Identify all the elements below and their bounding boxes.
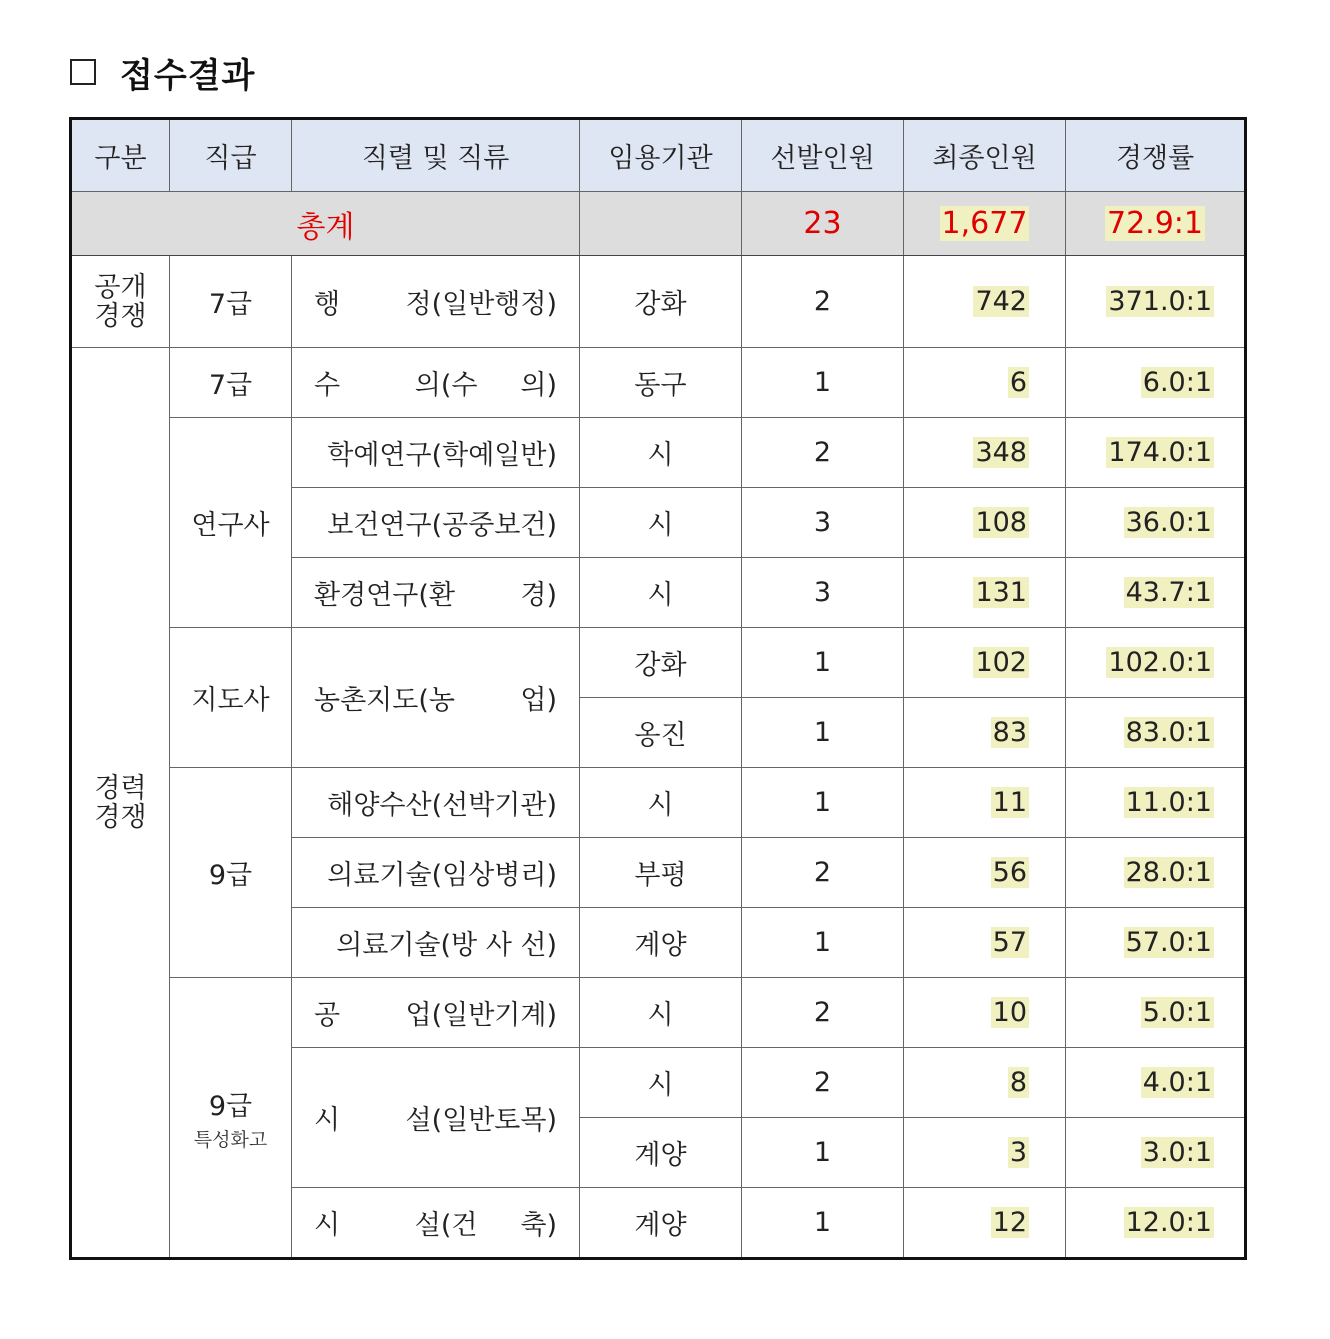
rate-value: 5.0:1 <box>1142 997 1212 1028</box>
selected-cell: 3 <box>742 488 904 558</box>
agency-cell: 시 <box>580 1048 742 1118</box>
rate-value: 36.0:1 <box>1125 507 1212 538</box>
job-right: 학예연구(학예일반) <box>327 440 557 471</box>
agency-cell: 시 <box>580 768 742 838</box>
job-cell <box>292 908 580 978</box>
table-row <box>71 418 1246 488</box>
final-cell <box>904 256 1066 348</box>
agency-cell: 강화 <box>580 628 742 698</box>
rate-value: 102.0:1 <box>1108 647 1212 678</box>
job-cell <box>292 488 580 558</box>
selected-cell: 2 <box>742 978 904 1048</box>
group-career-cell <box>71 348 170 1259</box>
total-final: 1,677 <box>941 206 1028 241</box>
job-right: 의(수 의) <box>414 370 557 401</box>
job-cell <box>292 418 580 488</box>
job-left: 수 <box>314 370 341 401</box>
rate-value: 371.0:1 <box>1108 286 1212 317</box>
total-label-cell <box>71 192 580 256</box>
final-value: 10 <box>992 997 1027 1028</box>
total-selected-cell <box>742 192 904 256</box>
group-open-line-1: 공개 <box>94 271 147 303</box>
final-cell <box>904 1188 1066 1259</box>
final-value: 8 <box>1009 1067 1027 1098</box>
final-cell <box>904 418 1066 488</box>
table-row <box>71 628 1246 698</box>
agency-cell: 시 <box>580 488 742 558</box>
final-value: 3 <box>1009 1137 1027 1168</box>
rate-cell <box>1066 348 1246 418</box>
final-value: 131 <box>975 577 1027 608</box>
agency-cell: 강화 <box>580 256 742 348</box>
job-right: 업(일반기계) <box>405 1000 557 1031</box>
job-cell <box>292 1188 580 1259</box>
agency-cell: 계양 <box>580 1118 742 1188</box>
grade-cell <box>170 978 292 1259</box>
header-job-series: 직렬 및 직류 <box>292 119 580 192</box>
rate-value: 28.0:1 <box>1125 857 1212 888</box>
agency-cell: 부평 <box>580 838 742 908</box>
selected-cell: 1 <box>742 768 904 838</box>
rate-cell <box>1066 978 1246 1048</box>
job-left: 환경연구(환 <box>314 580 455 611</box>
final-cell <box>904 1118 1066 1188</box>
agency-cell: 계양 <box>580 908 742 978</box>
table-row <box>71 256 1246 348</box>
final-cell <box>904 768 1066 838</box>
final-value: 11 <box>992 787 1027 818</box>
total-rate: 72.9:1 <box>1107 206 1203 241</box>
final-cell <box>904 698 1066 768</box>
job-cell <box>292 256 580 348</box>
rate-cell <box>1066 558 1246 628</box>
table-row <box>71 978 1246 1048</box>
agency-cell: 시 <box>580 978 742 1048</box>
final-value: 56 <box>992 857 1027 888</box>
final-cell <box>904 838 1066 908</box>
header-agency: 임용기관 <box>580 119 742 192</box>
job-right: 해양수산(선박기관) <box>327 790 557 821</box>
final-cell <box>904 558 1066 628</box>
rate-value: 3.0:1 <box>1142 1137 1212 1168</box>
rate-value: 12.0:1 <box>1125 1207 1212 1238</box>
job-right: 업) <box>520 685 557 716</box>
rate-cell <box>1066 1118 1246 1188</box>
results-table <box>69 117 1247 1260</box>
job-cell <box>292 348 580 418</box>
rate-cell <box>1066 768 1246 838</box>
rate-cell <box>1066 418 1246 488</box>
grade-cell: 7급 <box>170 256 292 348</box>
table-row <box>71 768 1246 838</box>
final-cell <box>904 908 1066 978</box>
selected-cell: 2 <box>742 1048 904 1118</box>
final-value: 102 <box>975 647 1027 678</box>
rate-value: 174.0:1 <box>1108 437 1212 468</box>
grade-cell: 지도사 <box>170 628 292 768</box>
final-value: 108 <box>975 507 1027 538</box>
checkbox-square-icon <box>70 59 96 85</box>
job-cell <box>292 768 580 838</box>
total-final-cell <box>904 192 1066 256</box>
job-right: 보건연구(공중보건) <box>327 510 557 541</box>
section-title: 접수결과 <box>120 55 256 96</box>
job-right: 의료기술(방 사 선) <box>336 930 557 961</box>
final-cell <box>904 348 1066 418</box>
rate-value: 4.0:1 <box>1142 1067 1212 1098</box>
job-cell <box>292 628 580 768</box>
section-heading <box>70 50 255 94</box>
final-cell <box>904 628 1066 698</box>
selected-cell: 1 <box>742 908 904 978</box>
final-value: 6 <box>1009 367 1027 398</box>
grade-cell: 9급 <box>170 768 292 978</box>
table-row <box>71 348 1246 418</box>
job-cell <box>292 838 580 908</box>
grade-cell: 연구사 <box>170 418 292 628</box>
group-open-label <box>72 273 169 331</box>
total-row <box>71 192 1246 256</box>
rate-value: 83.0:1 <box>1125 717 1212 748</box>
selected-cell: 1 <box>742 628 904 698</box>
total-label: 총계 <box>296 209 355 245</box>
job-right: 정(일반행정) <box>405 289 557 320</box>
selected-cell: 1 <box>742 1118 904 1188</box>
group-career-label <box>72 774 169 832</box>
header-final: 최종인원 <box>904 119 1066 192</box>
agency-cell: 시 <box>580 558 742 628</box>
job-left: 시 <box>314 1210 341 1241</box>
final-cell <box>904 1048 1066 1118</box>
agency-cell: 동구 <box>580 348 742 418</box>
selected-cell: 1 <box>742 698 904 768</box>
grade-value: 9급 <box>208 1090 253 1122</box>
rate-cell <box>1066 908 1246 978</box>
group-open-cell <box>71 256 170 348</box>
header-row <box>71 119 1246 192</box>
job-left: 농촌지도(농 <box>314 685 455 716</box>
job-left: 시 <box>314 1105 341 1136</box>
selected-cell: 1 <box>742 1188 904 1259</box>
rate-cell <box>1066 488 1246 558</box>
final-cell <box>904 978 1066 1048</box>
rate-value: 11.0:1 <box>1125 787 1212 818</box>
job-cell <box>292 558 580 628</box>
total-rate-cell <box>1066 192 1246 256</box>
final-cell <box>904 488 1066 558</box>
rate-value: 43.7:1 <box>1125 577 1212 608</box>
rate-cell <box>1066 698 1246 768</box>
total-selected: 23 <box>803 206 842 241</box>
group-career-line-2: 경쟁 <box>94 801 147 833</box>
job-right: 경) <box>520 580 557 611</box>
rate-cell <box>1066 838 1246 908</box>
rate-value: 57.0:1 <box>1125 927 1212 958</box>
job-cell <box>292 978 580 1048</box>
header-category: 구분 <box>71 119 170 192</box>
job-cell <box>292 1048 580 1188</box>
header-grade: 직급 <box>170 119 292 192</box>
rate-cell <box>1066 1188 1246 1259</box>
selected-cell: 2 <box>742 838 904 908</box>
total-agency-cell <box>580 192 742 256</box>
job-right: 의료기술(임상병리) <box>327 860 557 891</box>
rate-value: 6.0:1 <box>1142 367 1212 398</box>
job-right: 설(건 축) <box>414 1210 557 1241</box>
agency-cell: 시 <box>580 418 742 488</box>
rate-cell <box>1066 628 1246 698</box>
final-value: 83 <box>992 717 1027 748</box>
rate-cell <box>1066 1048 1246 1118</box>
selected-cell: 2 <box>742 256 904 348</box>
grade-note: 특성화고 <box>193 1128 268 1151</box>
final-value: 742 <box>975 286 1027 317</box>
final-value: 348 <box>975 437 1027 468</box>
job-right: 설(일반토목) <box>405 1105 557 1136</box>
header-rate: 경쟁률 <box>1066 119 1246 192</box>
job-left: 공 <box>314 1000 341 1031</box>
job-left: 행 <box>314 289 341 320</box>
rate-cell <box>1066 256 1246 348</box>
selected-cell: 1 <box>742 348 904 418</box>
group-career-line-1: 경력 <box>94 772 147 804</box>
selected-cell: 2 <box>742 418 904 488</box>
final-value: 12 <box>992 1207 1027 1238</box>
agency-cell: 옹진 <box>580 698 742 768</box>
final-value: 57 <box>992 927 1027 958</box>
header-selected: 선발인원 <box>742 119 904 192</box>
group-open-line-2: 경쟁 <box>94 300 147 332</box>
agency-cell: 계양 <box>580 1188 742 1259</box>
selected-cell: 3 <box>742 558 904 628</box>
grade-cell: 7급 <box>170 348 292 418</box>
